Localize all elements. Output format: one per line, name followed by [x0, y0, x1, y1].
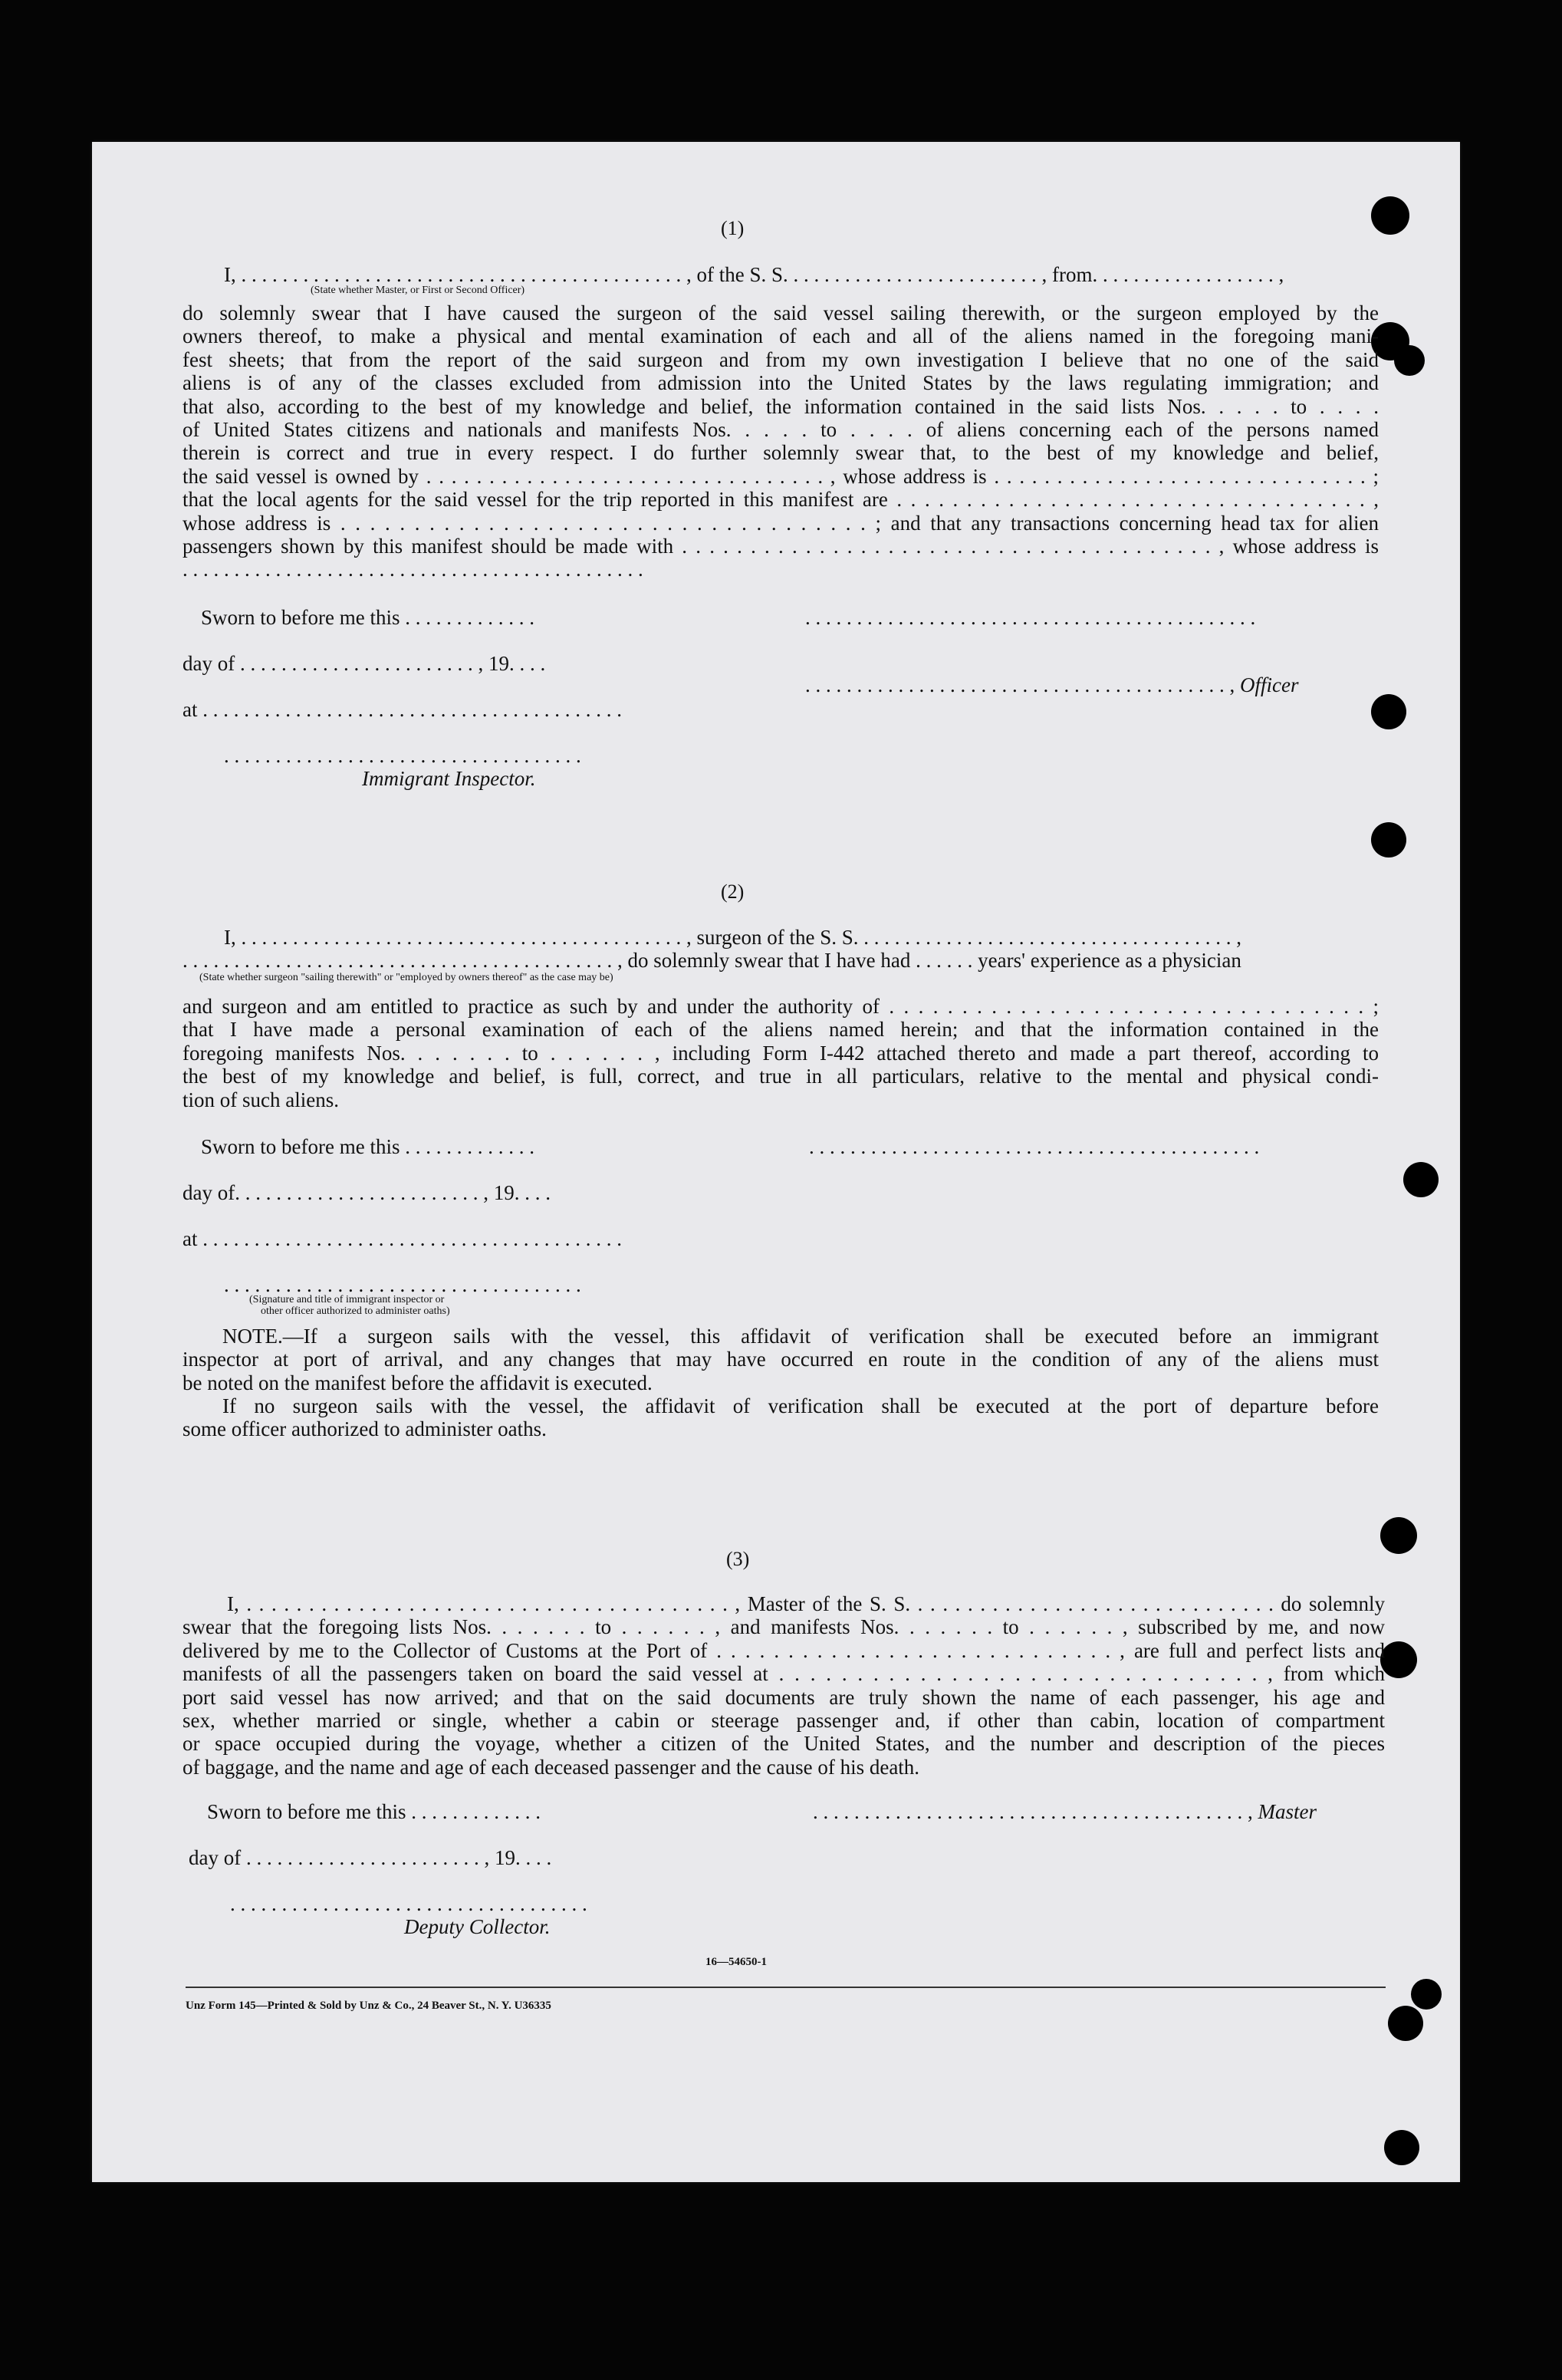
binder-hole	[1380, 1641, 1417, 1678]
section-number: (1)	[721, 217, 745, 239]
binder-hole	[1394, 345, 1425, 376]
signature-line: . . . . . . . . . . . . . . . . . . . . . . . . . . . . . . . . . . . . . . . . . . . .	[809, 1135, 1260, 1158]
date-line: day of . . . . . . . . . . . . . . . . . . . . . . . , 19. . . .	[189, 1846, 552, 1869]
declarant-line: I, . . . . . . . . . . . . . . . . . . . . . . . . . . . . . . . . . . . . . . . . . . . , of the S. S. . . . . . . . . . . . . . . . . . . . . . . . . , from. . . . . . . . . . . . . . . . . . ,	[224, 263, 1284, 286]
signature-line: . . . . . . . . . . . . . . . . . . . . . . . . . . . . . . . . . . . . . . . . . . . .	[805, 606, 1256, 629]
binder-hole	[1384, 2130, 1419, 2165]
binder-hole	[1388, 2006, 1423, 2041]
footer-rule	[186, 1987, 1386, 1988]
inspector-title: Immigrant Inspector.	[362, 767, 536, 790]
signature-hint: other officer authorized to administer oaths)	[261, 1305, 450, 1317]
signature-hint: (Signature and title of immigrant inspector or	[249, 1294, 445, 1305]
surgeon-line: I, . . . . . . . . . . . . . . . . . . . . . . . . . . . . . . . . . . . . . . . . . . . , surgeon of the S. S. . . . . . . . . . . . . . . . . . . . . . . . . . . . . . . . . . . . . ,	[224, 926, 1241, 949]
surgeon-oath-paragraph: and surgeon and am entitled to practice as such by and under the authority of . . . . . . . . . . . . . . . . . . . . . . . . . . . . . . . . . ; that I have made a personal examination of each of the aliens named herein; and that the information contained in the foregoing manifests Nos. . . . . . . to . . . . . . , including Form I-442 attached thereto and made a part thereof, according to the best of my knowledge and belief, is full, correct, and true in all particulars, relative to the mental and physical condi- tion of such aliens.	[183, 995, 1379, 1111]
experience-line: . . . . . . . . . . . . . . . . . . . . . . . . . . . . . . . . . . . . . . . . . . , do solemnly swear that I have had . . . . . . years' experience as a physician	[183, 949, 1241, 972]
field-hint: (State whether Master, or First or Second Officer)	[311, 285, 525, 296]
oath-paragraph: do solemnly swear that I have caused the surgeon of the said vessel sailing therewith, or the surgeon employed by the owners thereof, to make a physical and mental examination of each and all of the aliens named in the foregoing mani- fest sheets; that from the report of the said surgeon and from my own investigation I believe that no one of the said aliens is of any of the classes excluded from admission into the United States by the laws regulating immigration; and that also, according to the best of my knowledge and belief, the information contained in the said lists Nos. . . . . to . . . . of United States citizens and nationals and manifests Nos. . . . . to . . . . of aliens concerning each of the persons named therein is correct and true in every respect. I do further solemnly swear that, to the best of my knowledge and belief, the said vessel is owned by . . . . . . . . . . . . . . . . . . . . . . . . . . . . . . . . , whose address is . . . . . . . . . . . . . . . . . . . . . . . . . . . . . . ; that the local agents for the said vessel for the trip reported in this manifest are . . . . . . . . . . . . . . . . . . . . . . . . . . . . . . . . . . , whose address is . . . . . . . . . . . . . . . . . . . . . . . . . . . . . . . . . . . . ; and that any transactions concerning head tax for alien passengers shown by this manifest should be made with . . . . . . . . . . . . . . . . . . . . . . . . . . . . . . . . . . . . . . . , whose address is . . . . . . . . . . . . . . . . . . . . . . . . . . . . . . . . . . . . . . . . . . . . .	[183, 301, 1379, 581]
document-page	[92, 142, 1460, 2182]
collector-title: Deputy Collector.	[404, 1915, 551, 1938]
place-line: at . . . . . . . . . . . . . . . . . . . . . . . . . . . . . . . . . . . . . . . . .	[183, 1227, 622, 1250]
inspector-signature-dots: . . . . . . . . . . . . . . . . . . . . . . . . . . . . . . . . . . .	[224, 1273, 581, 1296]
section-number: (2)	[721, 881, 745, 903]
binder-hole	[1403, 1162, 1439, 1197]
printer-imprint: Unz Form 145—Printed & Sold by Unz & Co., 24 Beaver St., N. Y. U36335	[186, 2000, 551, 2012]
date-line: day of. . . . . . . . . . . . . . . . . . . . . . . . , 19. . . .	[183, 1181, 551, 1204]
sworn-line: Sworn to before me this . . . . . . . . . . . . .	[201, 606, 534, 629]
binder-hole	[1371, 694, 1406, 729]
note-paragraph-2: If no surgeon sails with the vessel, the affidavit of verification shall be executed at the port of departure before some officer authorized to administer oaths.	[183, 1394, 1379, 1441]
date-line: day of . . . . . . . . . . . . . . . . . . . . . . . , 19. . . .	[183, 652, 546, 675]
sworn-line: Sworn to before me this . . . . . . . . . . . . .	[201, 1135, 534, 1158]
section-number: (3)	[726, 1548, 750, 1570]
binder-hole	[1371, 822, 1406, 858]
binder-hole	[1411, 1979, 1442, 2010]
note-paragraph: NOTE.—If a surgeon sails with the vessel, this affidavit of verification shall be executed before an immigrant inspector at port of arrival, and any changes that may have occurred en route in the condition of any of the aliens must be noted on the manifest before the affidavit is executed.	[183, 1325, 1379, 1394]
collector-signature-dots: . . . . . . . . . . . . . . . . . . . . . . . . . . . . . . . . . . .	[230, 1892, 587, 1915]
master-oath-paragraph: I, . . . . . . . . . . . . . . . . . . . . . . . . . . . . . . . . . . . . . . . , Master of the S. S. . . . . . . . . . . . . . . . . . . . . . . . . . . . . . do solemnly swear that the foregoing lists Nos. . . . . . . to . . . . . . , and manifests Nos. . . . . . . to . . . . . . , subscribed by me, and now delivered by me to the Collector of Customs at the Port of . . . . . . . . . . . . . . . . . . . . . . . . . . . . , are full and perfect lists and manifests of all the passengers taken on board the said vessel at . . . . . . . . . . . . . . . . . . . . . . . . . . . . . . . , from which port said vessel has now arrived; and that on the said documents are truly shown the name of each passenger, his age and sex, whether married or single, whether a cabin or steerage passenger and, if other than cabin, location of compartment or space occupied during the voyage, whether a citizen of the United States, and the number and description of the pieces of baggage, and the name and age of each deceased passenger and the cause of his death.	[183, 1592, 1385, 1779]
form-number: 16—54650-1	[705, 1956, 767, 1968]
field-hint: (State whether surgeon "sailing therewith" or "employed by owners thereof" as the case may be)	[199, 972, 613, 983]
inspector-signature-dots: . . . . . . . . . . . . . . . . . . . . . . . . . . . . . . . . . . .	[224, 744, 581, 767]
master-signature-line: . . . . . . . . . . . . . . . . . . . . . . . . . . . . . . . . . . . . . . . . . . , Master	[813, 1800, 1317, 1823]
sworn-line: Sworn to before me this . . . . . . . . . . . . .	[207, 1800, 541, 1823]
binder-hole	[1371, 196, 1409, 235]
officer-signature-line: . . . . . . . . . . . . . . . . . . . . . . . . . . . . . . . . . . . . . . . . . , Officer	[805, 673, 1299, 696]
binder-hole	[1380, 1517, 1417, 1554]
place-line: at . . . . . . . . . . . . . . . . . . . . . . . . . . . . . . . . . . . . . . . . .	[183, 698, 622, 721]
